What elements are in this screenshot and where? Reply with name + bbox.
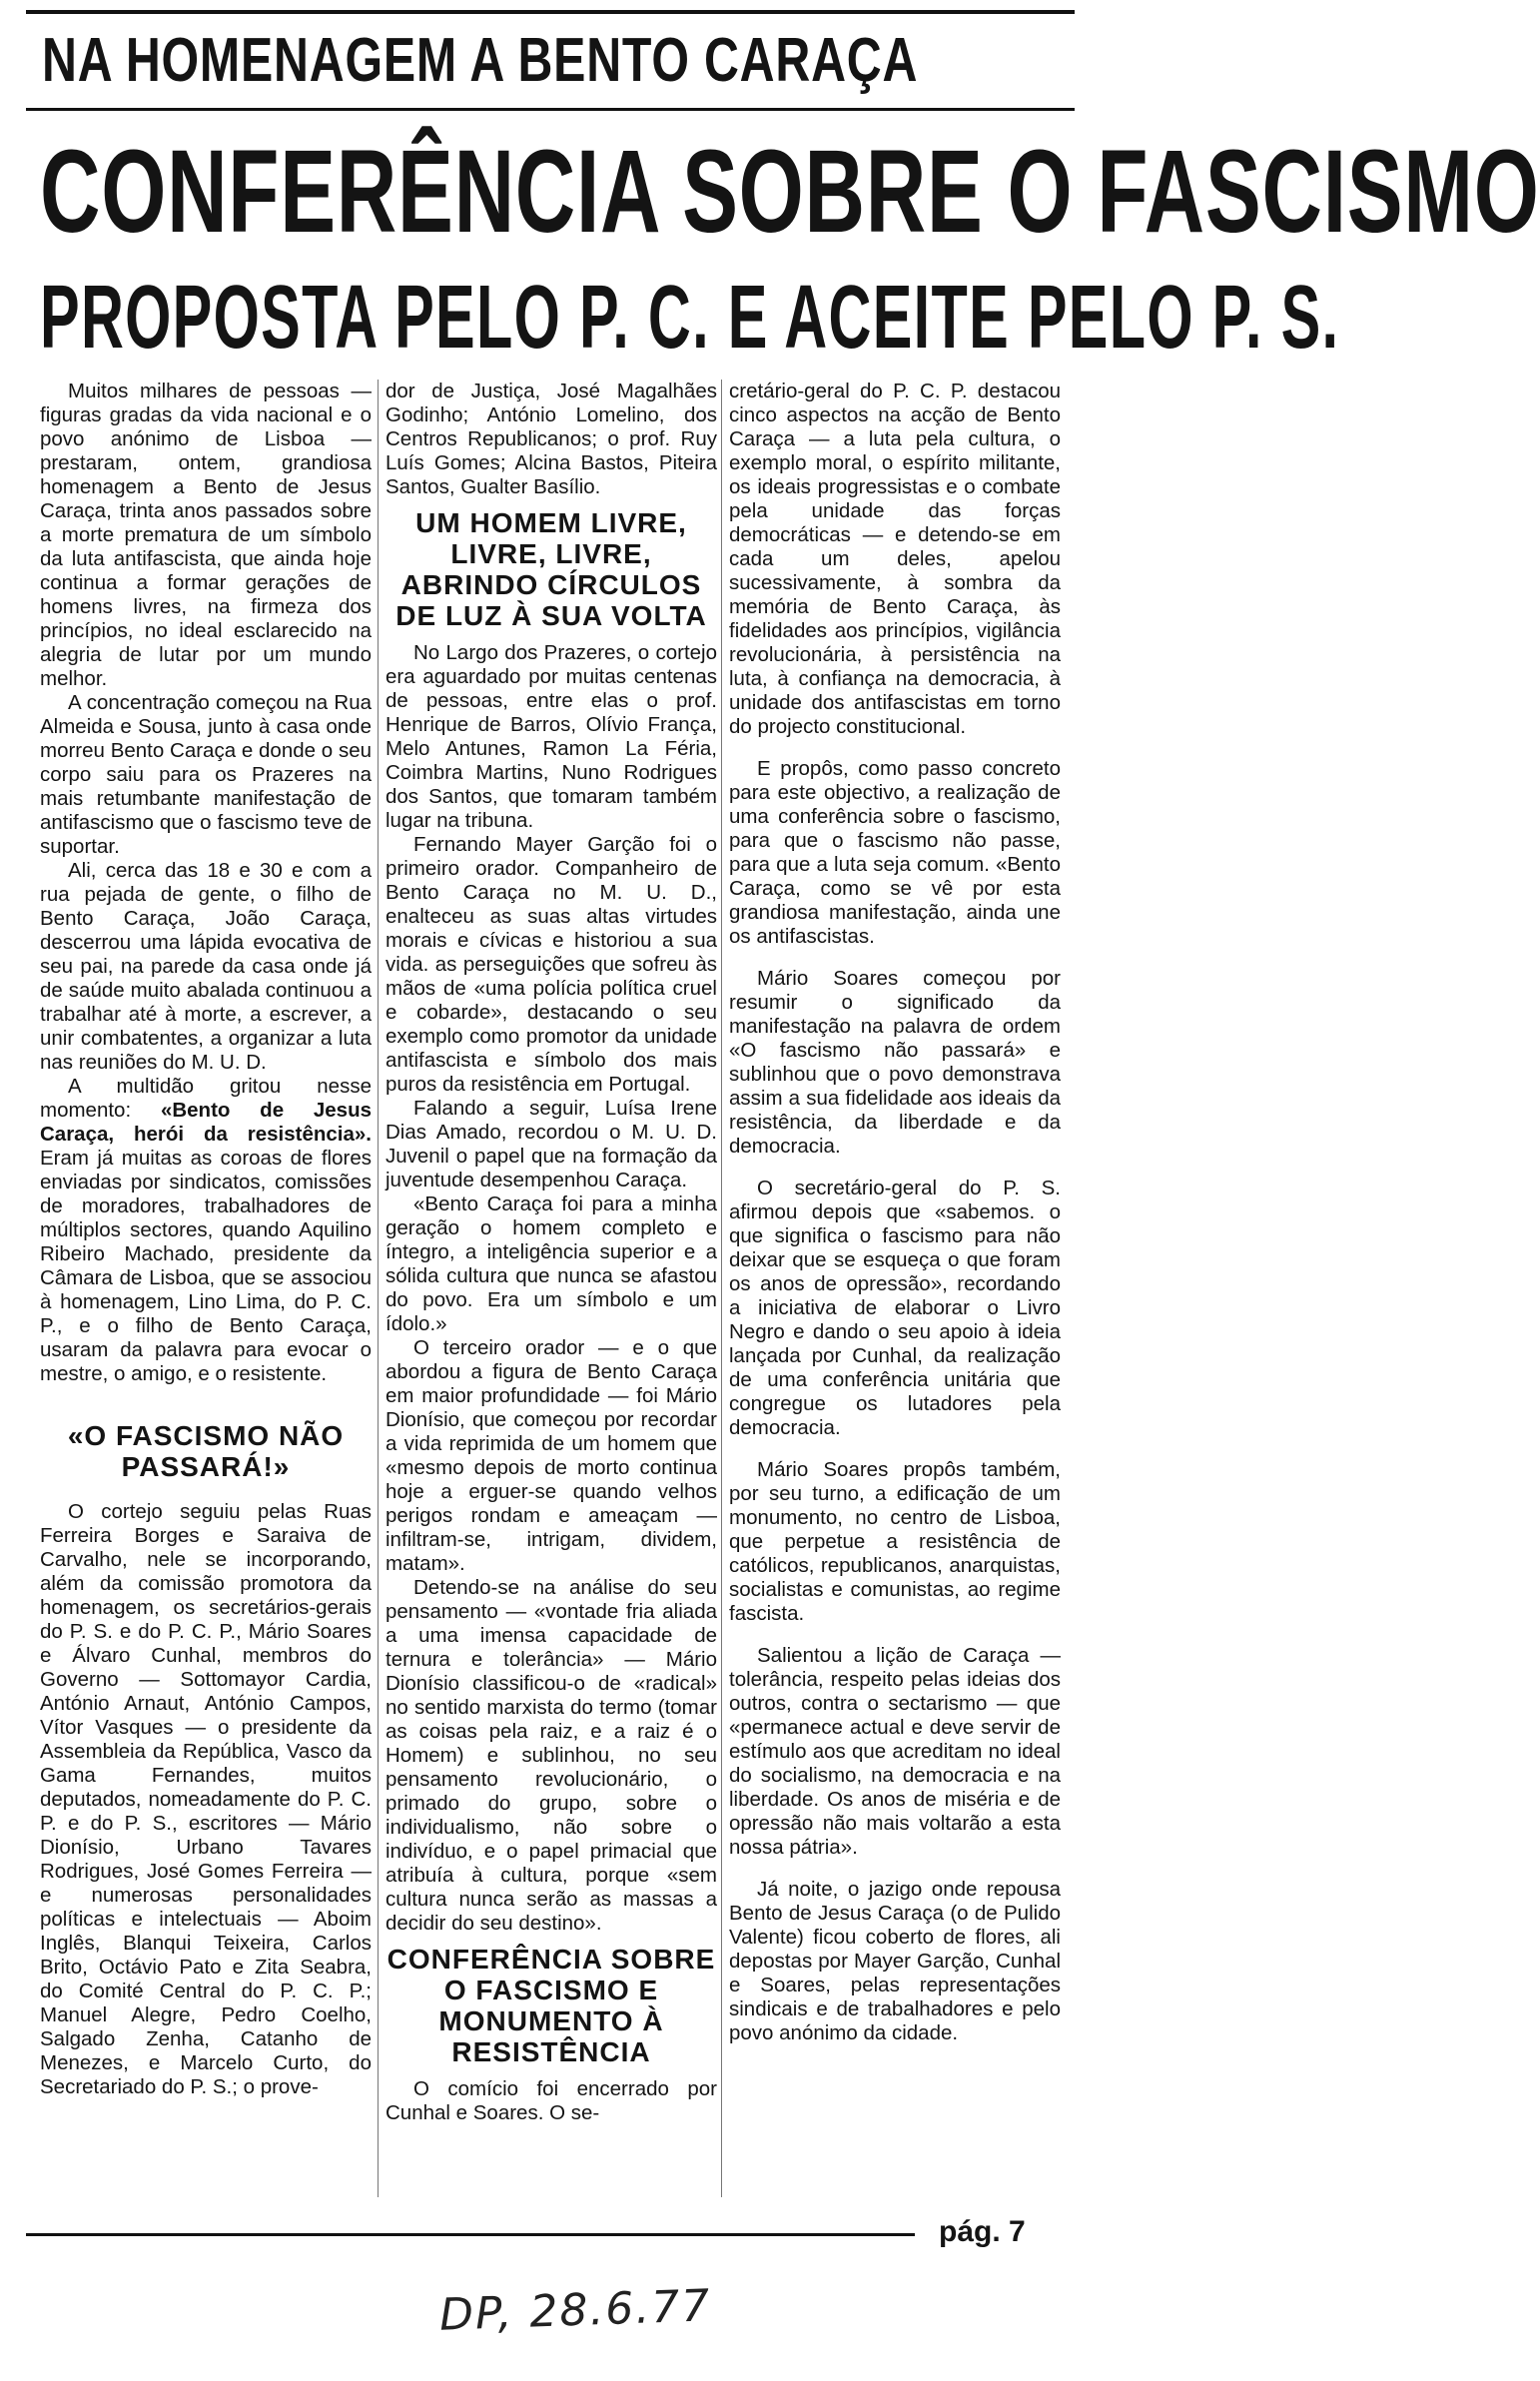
paragraph: Falando a seguir, Luísa Irene Dias Amado, recordou o M. U. D. Juvenil o papel que na formação da juventude desempenhou Caraça. [385,1097,717,1191]
handwritten-archive-mark: DP, 28.6.77 [438,2280,713,2341]
column-divider [721,380,722,2197]
crowd-chant: «Bento de Jesus Caraça, herói da resistência». [40,1099,373,1146]
article-column-1 [40,380,372,2207]
paragraph: Fernando Mayer Garção foi o primeiro orador. Companheiro de Bento Caraça no M. U. D., enalteceu as suas altas virtudes morais e cívicas e historiou a sua vida. as perseguições que sofreu às mãos de «uma polícia política cruel e cobarde», destacando o seu exemplo como promotor da unidade antifascista e símbolo dos mais puros da resistência em Portugal. [385,833,717,1096]
kicker: NA HOMENAGEM A BENTO CARAÇA [42,26,919,95]
paragraph: Muitos milhares de pessoas — figuras gradas da vida nacional e o povo anónimo de Lisboa — prestaram, ontem, grandiosa homenagem a Bento de Jesus Caraça, trinta anos passados sobre a morte prematura de um símbolo da luta antifascista, que ainda hoje continua a formar gerações de homens livres, na firmeza dos princípios, no ideal esclarecido na alegria de lutar por um mundo melhor. [40,380,372,690]
paragraph: E propôs, como passo concreto para este objectivo, a realização de uma conferência sobre o fascismo, para que o fascismo não passe, para que a luta seja comum. «Bento Caraça, como se vê por esta grandiosa manifestação, ainda une os antifascistas. [729,757,1061,948]
page-number: pág. 7 [939,2215,1026,2248]
kicker-rule [26,108,1075,111]
paragraph: «Bento Caraça foi para a minha geração o homem completo e íntegro, a inteligência superior e a sólida cultura que nunca se afastou do povo. Era um símbolo e um ídolo.» [385,1192,717,1335]
paragraph: Mário Soares propôs também, por seu turno, a edificação de um monumento, no centro de Lisboa, que perpetue a resistência de católicos, republicanos, anarquistas, socialistas e comunistas, ao regime fascista. [729,1458,1061,1625]
paragraph: No Largo dos Prazeres, o cortejo era aguardado por muitas centenas de pessoas, entre elas o prof. Henrique de Barros, Olívio França, Melo Antunes, Ramon La Féria, Coimbra Martins, Nuno Rodrigues dos Santos, que tomaram também lugar na tribuna. [385,641,717,832]
headline: CONFERÊNCIA SOBRE O FASCISMO [40,126,1540,258]
top-rule [26,10,1075,14]
paragraph-text: Eram já muitas as coroas de flores enviadas por sindicatos, comissões de moradores, trabalhadores de múltiplos sectores, quando Aquilino Ribeiro Machado, presidente da Câmara de Lisboa, que se associou à homenagem, Lino Lima, do P. C. P., e o filho de Bento Caraça, usaram da palavra para evocar o mestre, o amigo, e o resistente. [40,1147,372,1385]
bottom-rule [26,2233,915,2236]
article-column-2 [385,380,717,2207]
section-heading: «O FASCISMO NÃO PASSARÁ!» [67,1420,345,1482]
paragraph: Salientou a lição de Caraça — tolerância, respeito pelas ideias dos outros, contra o sectarismo — que «permanece actual e deve servir de estímulo aos que acreditam no ideal do socialismo, na democracia e na liberdade. Os anos de miséria e de opressão não mais voltarão a esta nossa pátria». [729,1644,1061,1859]
paragraph: cretário-geral do P. C. P. destacou cinco aspectos na acção de Bento Caraça — a luta pela cultura, o exemplo moral, o espírito militante, os ideais progressistas e o combate pela unidade das forças democráticas — e detendo-se em cada um deles, apelou sucessivamente, à sombra da memória de Bento Caraça, às fidelidades aos princípios, vigilância revolucionária, à persistência na luta, à confiança na democracia, à unidade dos antifascistas em torno do projecto constitucional. [729,380,1061,738]
article-column-3 [729,380,1061,2207]
paragraph: Já noite, o jazigo onde repousa Bento de Jesus Caraça (o de Pulido Valente) ficou coberto de flores, ali depostas por Mayer Garção, Cunhal e Soares, pelas representações sindicais e de trabalhadores e pelo povo anónimo da cidade. [729,1878,1061,2044]
paragraph: O comício foi encerrado por Cunhal e Soares. O se- [385,2077,717,2124]
column-divider [378,380,379,2197]
section-heading: CONFERÊNCIA SOBRE O FASCISMO E MONUMENTO À RESISTÊNCIA [386,1944,716,2067]
paragraph: O secretário-geral do P. S. afirmou depois que «sabemos. o que significa o fascismo para não deixar que se esqueça o que foram os anos de opressão», recordando a iniciativa de elaborar o Livro Negro e dando o seu apoio à ideia lançada por Cunhal, da realização de uma conferência unitária que congregue os lutadores pela democracia. [729,1177,1061,1439]
paragraph: O cortejo seguiu pelas Ruas Ferreira Borges e Saraiva de Carvalho, nele se incorporando, além da comissão promotora da homenagem, os secretários-gerais do P. S. e do P. C. P., Mário Soares e Álvaro Cunhal, membros do Governo — Sottomayor Cardia, António Arnaut, António Campos, Vítor Vasques — o presidente da Assembleia da República, Vasco da Gama Fernandes, muitos deputados, nomeadamente do P. C. P. e do P. S., escritores — Mário Dionísio, Urbano Tavares Rodrigues, José Gomes Ferreira — e numerosas personalidades políticas e intelectuais — Aboim Inglês, Blanqui Teixeira, Carlos Brito, Octávio Pato e Zita Seabra, do Comité Central do P. C. P.; Manuel Alegre, Pedro Coelho, Salgado Zenha, Catanho de Menezes, e Marcelo Curto, do Secretariado do P. S.; o prove- [40,1500,372,2098]
paragraph: A concentração começou na Rua Almeida e Sousa, junto à casa onde morreu Bento Caraça e donde o seu corpo saiu para os Prazeres na mais retumbante manifestação de antifascismo que o fascismo teve de suportar. [40,691,372,858]
paragraph-text: A multidão gritou nesse momento: [40,1075,372,1122]
subheadline: PROPOSTA PELO P. C. E ACEITE PELO P. S. [40,268,1340,368]
paragraph [40,1075,372,1386]
section-heading: UM HOMEM LIVRE, LIVRE, LIVRE, ABRINDO CÍRCULOS DE LUZ À SUA VOLTA [395,507,707,631]
paragraph: Detendo-se na análise do seu pensamento — «vontade fria aliada a uma imensa capacidade de ternura e tolerância» — Mário Dionísio classificou-o de «radical» no sentido marxista do termo (tomar as coisas pela raiz, e a raiz é o Homem) e sublinhou, no seu pensamento revolucionário, o primado do grupo, sobre o individualismo, não sobre o indivíduo, e o papel primacial que atribuía à cultura, porque «sem cultura nunca serão as massas a decidir do seu destino». [385,1576,717,1935]
paragraph: Mário Soares começou por resumir o significado da manifestação na palavra de ordem «O fascismo não passará» e sublinhou que o povo demonstrava assim a sua fidelidade aos ideais da resistência, da liberdade e da democracia. [729,967,1061,1158]
paragraph: O terceiro orador — e o que abordou a figura de Bento Caraça em maior profundidade — foi Mário Dionísio, que começou por recordar a vida reprimida de um homem que «mesmo depois de morto continua hoje a erguer-se quando velhos perigos rondam e ameaçam — infiltram-se, intrigam, dividem, matam». [385,1336,717,1575]
paragraph: Ali, cerca das 18 e 30 e com a rua pejada de gente, o filho de Bento Caraça, João Caraça, descerrou uma lápida evocativa de seu pai, na parede da casa onde já de saúde muito abalada continuou a trabalhar até à morte, a escrever, a unir combatentes, a organizar a luta nas reuniões do M. U. D. [40,859,372,1074]
paragraph: dor de Justiça, José Magalhães Godinho; António Lomelino, dos Centros Republicanos; o prof. Ruy Luís Gomes; Alcina Bastos, Piteira Santos, Gualter Basílio. [385,380,717,498]
